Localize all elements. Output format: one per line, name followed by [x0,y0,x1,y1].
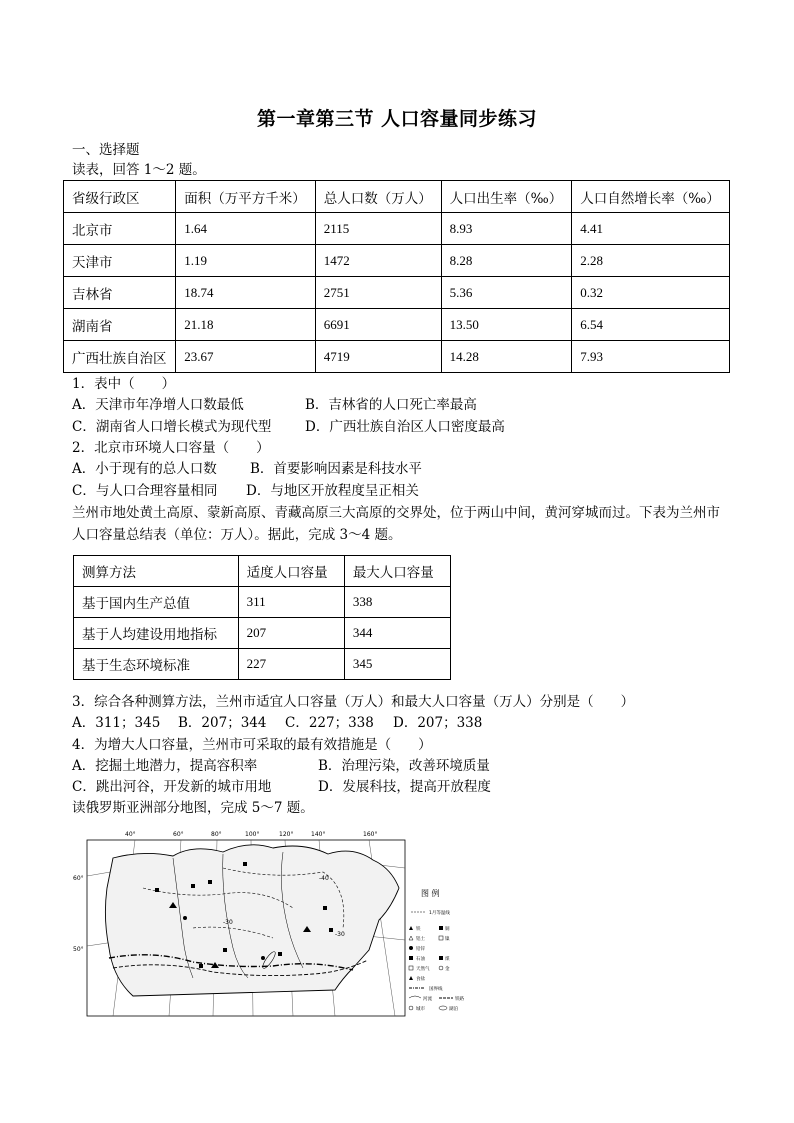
table-row [64,341,730,373]
table-cell: 天津市 [64,245,176,277]
question-2-option-a: A．小于现有的总人口数 [72,461,217,477]
lon-label: 80° [211,831,222,838]
question-4-stem: 4．为增大人口容量，兰州市可采取的最有效措施是（ ） [72,737,432,753]
table-cell: 311 [238,587,344,618]
legend-item: 国界线 [429,987,443,992]
lon-label: 40° [125,831,136,838]
table-cell: 8.93 [441,213,572,245]
gas-icon [409,966,413,970]
lon-label: 160° [363,831,378,838]
table-cell: 23.67 [176,341,315,373]
table-header-cell: 人口出生率（‰） [441,181,572,213]
table-row [74,587,451,618]
iron-icon [409,926,413,930]
lon-label: 100° [245,831,260,838]
question-1-stem: 1．表中（ ） [72,376,176,392]
city-icon [409,1006,413,1010]
legend-item: 铁路 [455,997,464,1002]
table-cell: 18.74 [176,277,315,309]
table-cell: 基于生态环境标准 [74,649,239,680]
question-1-option-b: B．吉林省的人口死亡率最高 [305,397,477,413]
table-cell: 1.64 [176,213,315,245]
map-legend [409,888,464,1012]
question-1-option-d: D．广西壮族自治区人口密度最高 [305,419,505,435]
russia-asia-map [73,828,477,1018]
landmass [105,845,399,996]
coal-icon [439,956,443,960]
lead-zinc-icon [409,946,413,950]
table-cell: 4.41 [572,213,730,245]
intro-lanzhou: 兰州市地处黄土高原、蒙新高原、青藏高原三大高原的交界处，位于两山中间，黄河穿城而过。下表为兰州市人口容量总结表（单位：万人）。据此，完成 3～4 题。 [72,505,720,543]
table-cell: 基于人均建设用地指标 [74,618,239,649]
table-cell: 基于国内生产总值 [74,587,239,618]
question-3-option-c: C．227；338 [285,715,374,731]
question-3-option-d: D．207；338 [393,715,483,731]
question-2-stem: 2．北京市环境人口容量（ ） [72,440,270,456]
table-cell: 13.50 [441,309,572,341]
question-2-option-d: D．与地区开放程度呈正相关 [246,483,419,499]
table-header-cell: 测算方法 [74,556,239,587]
legend-item: 石油 [416,957,425,962]
table-cell: 6691 [315,309,441,341]
intro-russia-map: 读俄罗斯亚洲部分地图，完成 5～7 题。 [72,800,314,816]
gold-icon [439,966,443,970]
bauxite-icon [409,936,413,940]
intro-table1: 读表，回答 1～2 题。 [72,162,206,178]
table-header-row [64,181,730,213]
river-legend-icon [409,996,421,998]
question-3-option-b: B．207；344 [178,715,267,731]
table-cell: 8.28 [441,245,572,277]
table-cell: 北京市 [64,213,176,245]
table-row [64,309,730,341]
table-header-cell: 省级行政区 [64,181,176,213]
isotherm-label: -30 [223,919,233,926]
table-cell: 344 [344,618,450,649]
legend-item: 城市 [416,1007,425,1012]
lon-label: 140° [311,831,326,838]
legend-item: 食盐 [416,977,425,982]
lon-label: 60° [173,831,184,838]
table-row [64,213,730,245]
question-4-option-c: C．跳出河谷，开发新的城市用地 [72,779,272,795]
table-cell: 207 [238,618,344,649]
legend-item: 铅锌 [416,947,425,952]
table-cell: 21.18 [176,309,315,341]
question-4-option-d: D．发展科技，提高开放程度 [318,779,491,795]
legend-item: 湖泊 [449,1007,458,1012]
page-title: 第一章第三节 人口容量同步练习 [256,108,538,130]
lat-label: 50° [73,946,84,953]
table-row [64,277,730,309]
question-1-option-a: A．天津市年净增人口数最低 [72,397,244,413]
table-cell: 2115 [315,213,441,245]
isotherm-label: -40 [319,875,329,882]
copper-icon [439,926,443,930]
table-cell: 338 [344,587,450,618]
table-row [74,649,451,680]
table-row [74,618,451,649]
legend-item: 铁 [416,927,421,932]
legend-item: 金 [445,967,450,972]
question-2-option-b: B．首要影响因素是科技水平 [250,461,422,477]
question-1-option-c: C．湖南省人口增长模式为现代型 [72,419,272,435]
legend-item: 铝土 [416,937,425,942]
legend-item: 镍 [445,937,450,942]
legend-item: 天然气 [416,967,430,972]
nickel-icon [439,936,443,940]
table-cell: 6.54 [572,309,730,341]
lon-label: 120° [279,831,294,838]
table-header-cell: 面积（万平方千米） [176,181,315,213]
table-cell: 5.36 [441,277,572,309]
question-3-option-a: A．311；345 [72,715,161,731]
table-row [64,245,730,277]
table-cell: 7.93 [572,341,730,373]
legend-item: 1月等温线 [429,911,450,916]
question-4-option-a: A．挖掘土地潜力，提高容积率 [72,758,258,774]
table-header-cell: 最大人口容量 [344,556,450,587]
table-cell: 吉林省 [64,277,176,309]
question-1-row1 [72,395,244,415]
table-cell: 14.28 [441,341,572,373]
table-cell: 2.28 [572,245,730,277]
section-heading: 一、选择题 [72,142,140,158]
table-header-row [74,556,451,587]
table-cell: 湖南省 [64,309,176,341]
table-cell: 1472 [315,245,441,277]
table-header-cell: 人口自然增长率（‰） [572,181,730,213]
isotherm-label: -30 [335,931,345,938]
legend-title: 图 例 [421,889,440,898]
lanzhou-capacity-table [73,555,451,680]
table-cell: 227 [238,649,344,680]
question-4-option-b: B．治理污染，改善环境质量 [318,758,490,774]
lake-legend-icon [439,1006,447,1010]
table-cell: 1.19 [176,245,315,277]
table-header-cell: 适度人口容量 [238,556,344,587]
legend-item: 铜 [445,927,450,932]
province-table [63,180,730,373]
table-header-cell: 总人口数（万人） [315,181,441,213]
lat-label: 60° [73,875,84,882]
question-3-stem: 3．综合各种测算方法，兰州市适宜人口容量（万人）和最大人口容量（万人）分别是（ ） [72,694,635,710]
table-cell: 广西壮族自治区 [64,341,176,373]
salt-icon [409,976,413,980]
oil-icon [409,956,413,960]
legend-item: 河流 [423,997,432,1002]
table-cell: 0.32 [572,277,730,309]
question-2-option-c: C．与人口合理容量相同 [72,483,218,499]
table-cell: 345 [344,649,450,680]
table-cell: 4719 [315,341,441,373]
legend-item: 煤 [445,957,450,962]
table-cell: 2751 [315,277,441,309]
